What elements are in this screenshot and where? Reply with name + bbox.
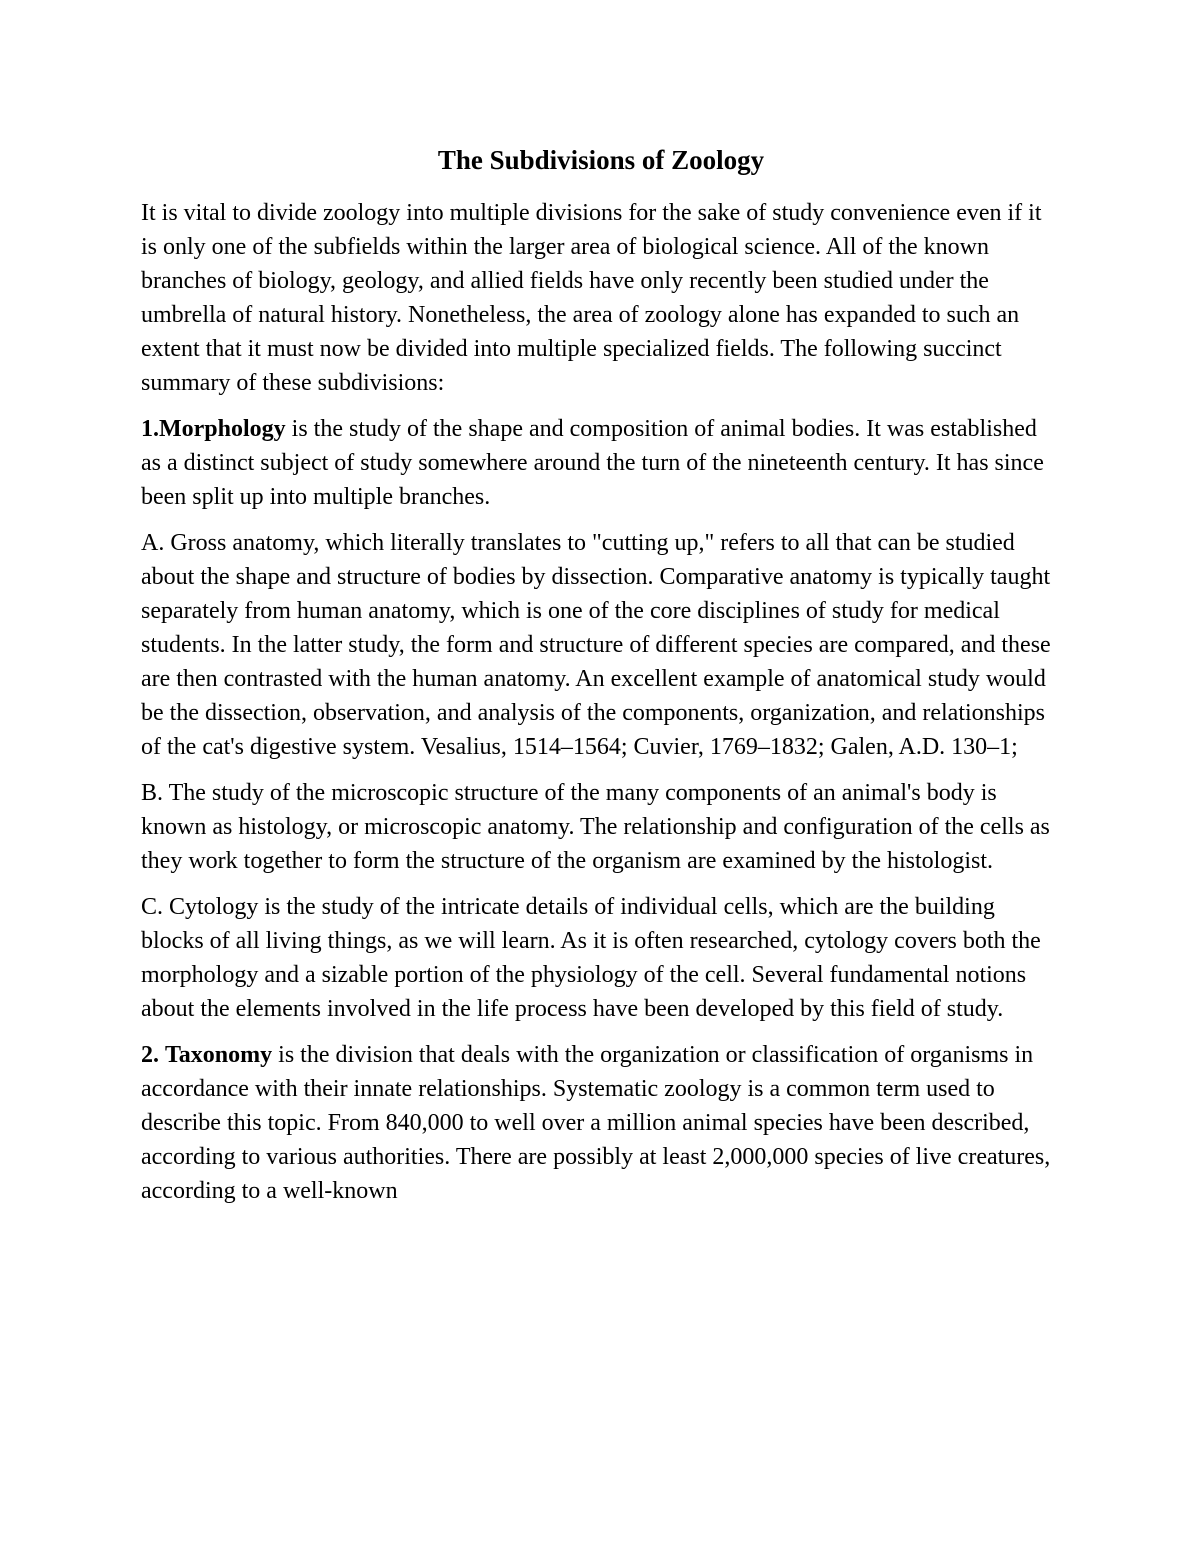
section-text: is the division that deals with the organization or classification of organisms in accordance with their innate relationships. Systematic zoology is a common term used to describe this topic. From 840,000 to well over a million animal species have been described, according to various authorities. There are possibly at least 2,000,000 species of live creatures, according to a well-known <box>141 1042 1051 1204</box>
document-page <box>141 140 1061 1220</box>
section-term: Taxonomy <box>165 1042 273 1068</box>
subsection-gross-anatomy: A. Gross anatomy, which literally translates to "cutting up," refers to all that can be studied about the shape and structure of bodies by dissection. Comparative anatomy is typically taught separately from human anatomy, which is one of the core disciplines of study for medical students. In the latter study, the form and structure of different species are compared, and these are then contrasted with the human anatomy. An excellent example of anatomical study would be the dissection, observation, and analysis of the components, organization, and relationships of the cat's digestive system. Vesalius, 1514–1564; Cuvier, 1769–1832; Galen, A.D. 130–1; <box>141 530 1051 760</box>
subsection-cytology: C. Cytology is the study of the intricate details of individual cells, which are the building blocks of all living things, as we will learn. As it is often researched, cytology covers both the morphology and a sizable portion of the physiology of the cell. Several fundamental notions about the elements involved in the life process have been developed by this field of study. <box>141 894 1041 1022</box>
section-taxonomy <box>141 1038 1061 1208</box>
document-title: The Subdivisions of Zoology <box>437 145 765 175</box>
section-text: is the study of the shape and composition of animal bodies. It was established as a distinct subject of study somewhere around the turn of the nineteenth century. It has since been split up into multiple branches. <box>141 416 1044 510</box>
section-term: Morphology <box>159 416 286 442</box>
section-number: 1. <box>141 416 159 442</box>
subsection-histology: B. The study of the microscopic structure of the many components of an animal's body is known as histology, or microscopic anatomy. The relationship and configuration of the cells as they work together to form the structure of the organism are examined by the histologist. <box>141 780 1050 874</box>
section-morphology <box>141 412 1061 514</box>
section-number: 2. <box>141 1042 159 1068</box>
intro-paragraph: It is vital to divide zoology into multiple divisions for the sake of study convenience even if it is only one of the subfields within the larger area of biological science. All of the known branches of biology, geology, and allied fields have only recently been studied under the umbrella of natural history. Nonetheless, the area of zoology alone has expanded to such an extent that it must now be divided into multiple specialized fields. The following succinct summary of these subdivisions: <box>141 200 1042 396</box>
